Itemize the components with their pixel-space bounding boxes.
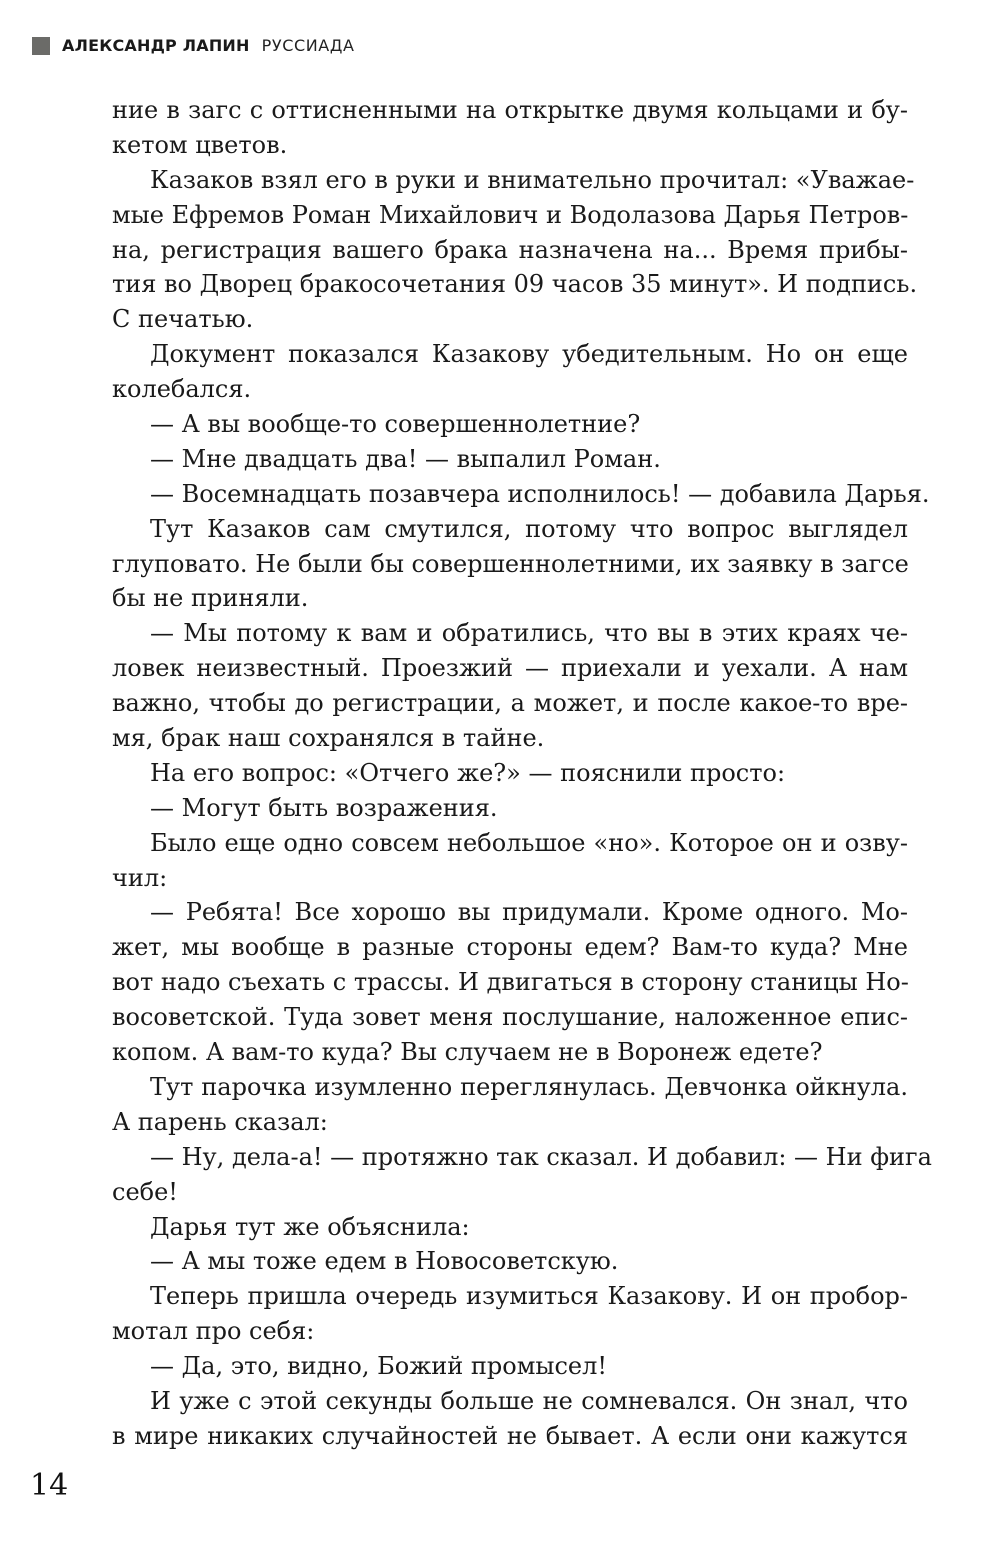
text-line: бы не приняли.: [112, 584, 309, 613]
text-line: Тут парочка изумленно переглянулась. Девчонка ойкнула.: [150, 1072, 908, 1101]
text-line: в мире никаких случайностей не бывает. А если они кажутся: [112, 1421, 908, 1450]
text-line: вот надо съехать с трассы. И двигаться в сторону станицы Но-: [112, 968, 909, 997]
text-line: — Мне двадцать два! — выпалил Роман.: [150, 444, 661, 473]
text-line: — А вы вообще-то совершеннолетние?: [150, 410, 641, 439]
body-text: [112, 93, 932, 1454]
text-line: ловек неизвестный. Проезжий — приехали и уехали. А нам: [112, 654, 908, 683]
text-line: на, регистрация вашего брака назначена на... Время прибы-: [112, 235, 908, 264]
text-line: тия во Дворец бракосочетания 09 часов 35 минут». И подпись.: [112, 270, 918, 299]
text-line: — Мы потому к вам и обратились, что вы в этих краях че-: [150, 619, 908, 648]
text-line: чил:: [112, 863, 168, 892]
text-line: С печатью.: [112, 305, 254, 334]
text-line: восоветской. Туда зовет меня послушание, наложенное епис-: [112, 1003, 908, 1032]
text-line: И уже с этой секунды больше не сомневался. Он знал, что: [150, 1386, 908, 1415]
text-line: себе!: [112, 1177, 178, 1206]
text-line: — Да, это, видно, Божий промысел!: [150, 1352, 608, 1381]
text-line: мя, брак наш сохранялся в тайне.: [112, 724, 545, 753]
header-marker-square: [32, 37, 50, 55]
text-line: копом. А вам-то куда? Вы случаем не в Воронеж едете?: [112, 1038, 823, 1067]
text-line: — Ребята! Все хорошо вы придумали. Кроме одного. Мо-: [150, 898, 908, 927]
text-line: — Могут быть возражения.: [150, 793, 498, 822]
text-line: мые Ефремов Роман Михайлович и Водолазова Дарья Петров-: [112, 200, 909, 229]
text-line: Было еще одно совсем небольшое «но». Которое он и озву-: [150, 828, 908, 857]
text-line: Дарья тут же объяснила:: [150, 1212, 470, 1241]
text-line: важно, чтобы до регистрации, а может, и после какое-то вре-: [112, 689, 908, 718]
page-number: 14: [30, 1468, 69, 1503]
text-line: — Восемнадцать позавчера исполнилось! — добавила Дарья.: [150, 479, 930, 508]
text-line: Документ показался Казакову убедительным. Но он еще: [150, 340, 908, 369]
text-line: колебался.: [112, 375, 252, 404]
text-line: жет, мы вообще в разные стороны едем? Вам-то куда? Мне: [112, 933, 908, 962]
text-line: Теперь пришла очередь изумиться Казакову. И он пробор-: [150, 1282, 908, 1311]
running-header: [32, 36, 355, 55]
header-author: АЛЕКСАНДР ЛАПИН: [62, 36, 250, 55]
text-line: Тут Казаков сам смутился, потому что вопрос выглядел: [150, 514, 908, 543]
text-line: кетом цветов.: [112, 130, 288, 159]
text-line: мотал про себя:: [112, 1317, 315, 1346]
text-line: — А мы тоже едем в Новосоветскую.: [150, 1247, 619, 1276]
text-line: глуповато. Не были бы совершеннолетними, их заявку в загсе: [112, 549, 909, 578]
header-book-title: РУССИАДА: [261, 36, 355, 55]
text-line: На его вопрос: «Отчего же?» — пояснили просто:: [150, 758, 786, 787]
text-line: ние в загс с оттисненными на открытке двумя кольцами и бу-: [112, 96, 908, 124]
text-line: А парень сказал:: [112, 1107, 328, 1136]
text-line: — Ну, дела-а! — протяжно так сказал. И добавил: — Ни фига: [150, 1142, 932, 1171]
text-line: Казаков взял его в руки и внимательно прочитал: «Уважае-: [150, 165, 915, 194]
